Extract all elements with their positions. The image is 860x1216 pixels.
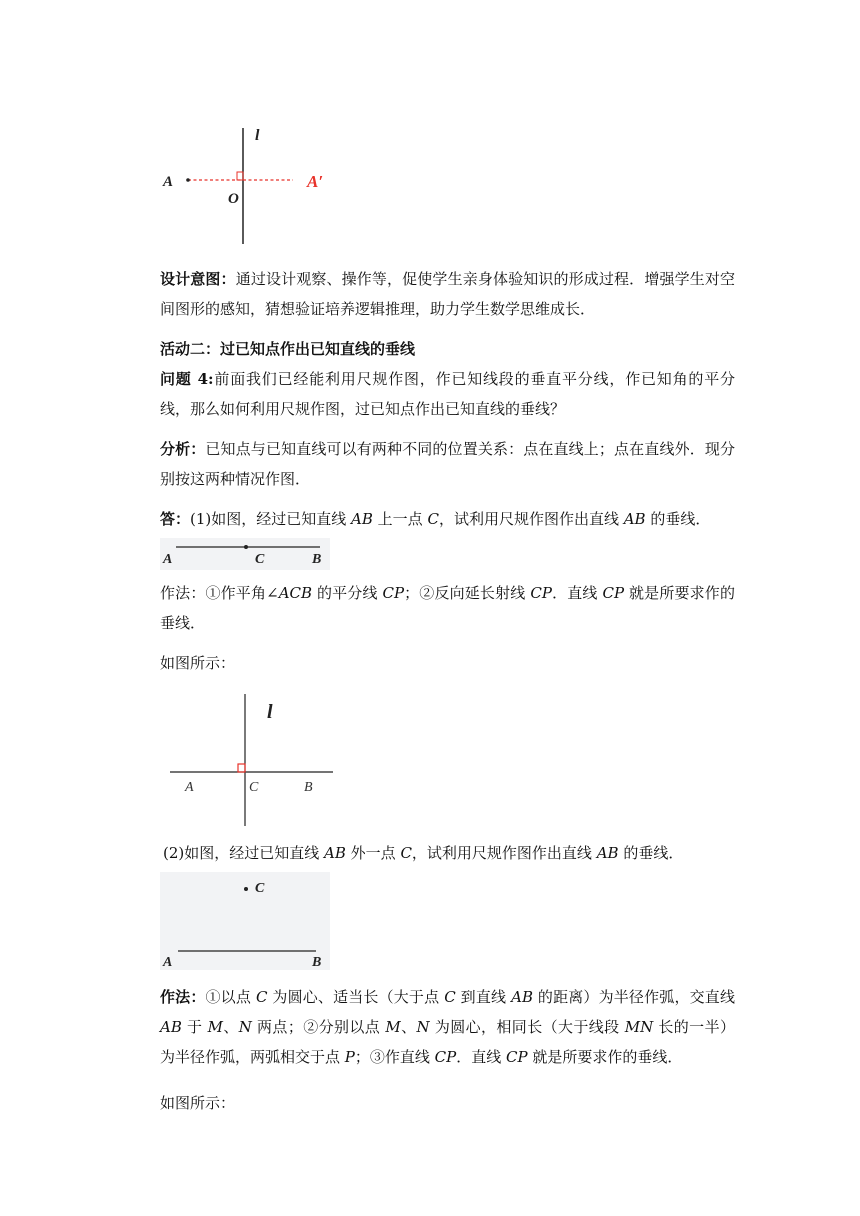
figure-perpendicular-on-line bbox=[165, 688, 340, 828]
method1-cp: CP bbox=[382, 584, 405, 602]
figure-line-with-external-point bbox=[160, 872, 330, 970]
method2-s6: 、 bbox=[222, 1018, 239, 1036]
method2-paragraph bbox=[160, 982, 735, 1072]
label-l: l bbox=[267, 701, 273, 723]
method2-s13: 就是所要求作的垂线． bbox=[527, 1048, 683, 1066]
answer-c: C bbox=[427, 510, 439, 528]
method2-s1: ①以点 bbox=[205, 988, 256, 1006]
figure-background bbox=[160, 538, 330, 570]
label-a: A bbox=[163, 552, 173, 567]
label-a: A bbox=[163, 955, 173, 970]
method2-s5: 于 bbox=[181, 1018, 208, 1036]
method2-s4: 的距离）为半径作弧，交直线 bbox=[532, 988, 735, 1006]
method2-s9: 为圆心，相同长（大于线段 bbox=[429, 1018, 625, 1036]
method2-mn: MN bbox=[624, 1018, 654, 1036]
answer-ab: AB bbox=[351, 510, 373, 528]
part2-paragraph bbox=[163, 838, 738, 868]
method2-m2: M bbox=[385, 1018, 401, 1036]
method2-n2: N bbox=[416, 1018, 430, 1036]
part2-text-3: ，试利用尺规作图作出直线 bbox=[411, 844, 597, 862]
method2-s12: ．直线 bbox=[456, 1048, 507, 1066]
label-o: O bbox=[228, 191, 239, 207]
label-a-prime: A′ bbox=[307, 172, 324, 191]
part2-text-1: (2)如图，经过已知直线 bbox=[163, 844, 325, 862]
part2-text-4: 的垂线． bbox=[618, 844, 684, 862]
question4-paragraph bbox=[160, 364, 735, 424]
method1-text-5: 就是所要求作的垂线． bbox=[160, 584, 735, 632]
method2-title: 作法： bbox=[160, 988, 206, 1006]
method2-s8: 、 bbox=[400, 1018, 417, 1036]
label-b: B bbox=[312, 955, 322, 970]
question4-text: 前面我们已经能利用尺规作图，作已知线段的垂直平分线，作已知角的平分线，那么如何利用尺规作图，过已知点作出已知直线的垂线？ bbox=[160, 370, 735, 418]
method2-s7: 两点；②分别以点 bbox=[251, 1018, 386, 1036]
answer-text-4: 的垂线． bbox=[645, 510, 711, 528]
method2-n: N bbox=[238, 1018, 252, 1036]
design-intent-title: 设计意图： bbox=[160, 270, 236, 288]
right-angle-mark bbox=[238, 764, 245, 772]
method2-s2: 为圆心、适当长（大于点 bbox=[267, 988, 445, 1006]
point-a bbox=[186, 178, 190, 182]
method2-cp: CP bbox=[434, 1048, 457, 1066]
part2-c: C bbox=[400, 844, 412, 862]
answer-paragraph bbox=[160, 504, 735, 534]
answer-text-2: 上一点 bbox=[372, 510, 428, 528]
method1-cp-3: CP bbox=[602, 584, 625, 602]
answer-ab-2: AB bbox=[623, 510, 646, 528]
method1-text-1: 作法：①作平角∠ bbox=[160, 584, 279, 602]
label-l: l bbox=[255, 127, 260, 144]
label-a: A bbox=[185, 780, 194, 795]
figure-reflection bbox=[155, 120, 345, 250]
method2-ab: AB bbox=[511, 988, 533, 1006]
analysis-paragraph bbox=[160, 434, 735, 494]
part2-ab-2: AB bbox=[596, 844, 619, 862]
label-c: C bbox=[249, 780, 259, 795]
method2-s10: 长的一半）为半径作弧，两弧相交于点 bbox=[160, 1018, 735, 1066]
question4-title: 问题 4: bbox=[160, 370, 214, 388]
design-intent-text: 通过设计观察、操作等，促使学生亲身体验知识的形成过程．增强学生对空间图形的感知，猜想验证培养逻辑推理，助力学生数学思维成长． bbox=[160, 270, 735, 318]
method2-ab2: AB bbox=[160, 1018, 182, 1036]
design-intent-paragraph bbox=[160, 264, 735, 324]
method1-acb: ACB bbox=[278, 584, 313, 602]
method1-cp-2: CP bbox=[530, 584, 552, 602]
method2-c2: C bbox=[444, 988, 456, 1006]
point-c bbox=[244, 545, 248, 549]
method1-text-4: ．直线 bbox=[551, 584, 603, 602]
label-a: A bbox=[163, 174, 174, 190]
part2-text-2: 外一点 bbox=[345, 844, 401, 862]
label-b: B bbox=[312, 552, 322, 567]
method1-text-3: ；②反向延长射线 bbox=[404, 584, 531, 602]
label-b: B bbox=[304, 780, 313, 795]
method2-p: P bbox=[344, 1048, 355, 1066]
method2-c: C bbox=[255, 988, 268, 1006]
label-c: C bbox=[255, 881, 265, 896]
answer-text-1: (1)如图，经过已知直线 bbox=[190, 510, 352, 528]
right-angle-mark bbox=[237, 172, 243, 180]
method2-m: M bbox=[207, 1018, 223, 1036]
as-shown-1: 如图所示： bbox=[160, 654, 236, 672]
analysis-text: 已知点与已知直线可以有两种不同的位置关系：点在直线上；点在直线外．现分别按这两种情况作图． bbox=[160, 440, 735, 488]
figure-line-with-point bbox=[160, 538, 330, 570]
analysis-title: 分析： bbox=[160, 440, 206, 458]
point-c bbox=[244, 887, 248, 891]
method2-cp2: CP bbox=[506, 1048, 528, 1066]
as-shown-2: 如图所示： bbox=[160, 1094, 236, 1112]
method1-paragraph bbox=[160, 578, 735, 638]
method2-s11: ；③作直线 bbox=[354, 1048, 435, 1066]
label-c: C bbox=[255, 552, 265, 567]
part2-ab: AB bbox=[324, 844, 346, 862]
method1-text-2: 的平分线 bbox=[312, 584, 383, 602]
method2-s3: 到直线 bbox=[455, 988, 512, 1006]
answer-text-3: ，试利用尺规作图作出直线 bbox=[438, 510, 624, 528]
answer-title: 答： bbox=[160, 510, 191, 528]
activity2-heading: 活动二：过已知点作出已知直线的垂线 bbox=[160, 340, 416, 358]
figure-background bbox=[160, 872, 330, 970]
